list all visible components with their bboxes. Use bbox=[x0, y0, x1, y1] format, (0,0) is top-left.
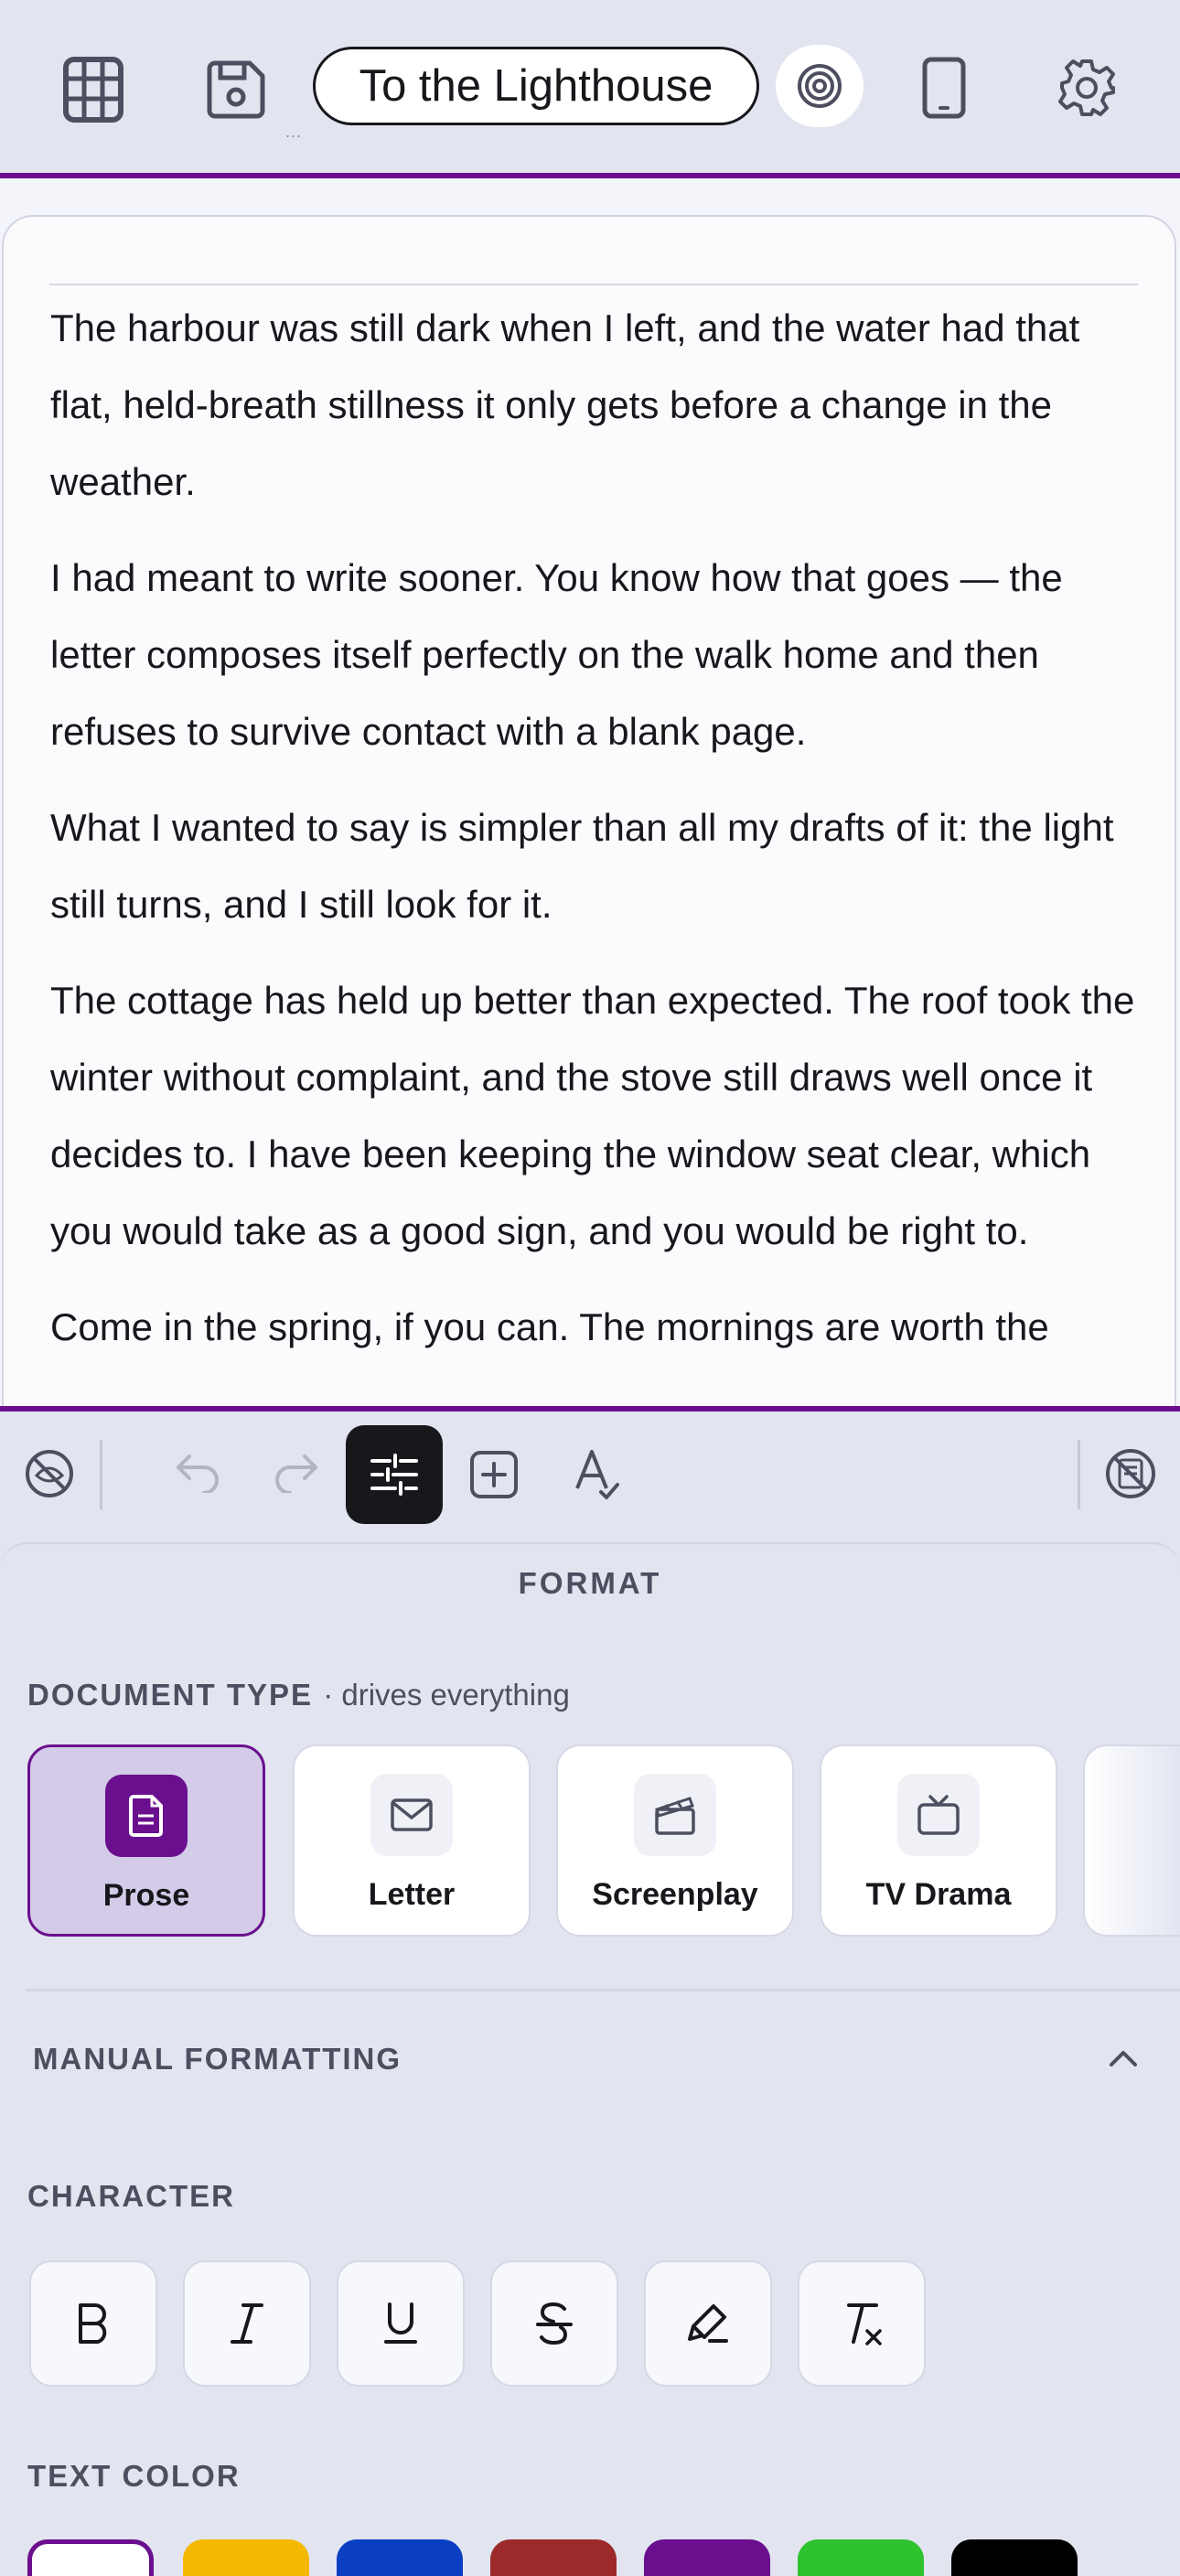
toolbar-divider bbox=[1078, 1440, 1080, 1509]
document-title[interactable]: To the Lighthouse bbox=[313, 47, 759, 125]
character-label: CHARACTER bbox=[27, 2179, 235, 2213]
highlight-button[interactable] bbox=[644, 2260, 772, 2387]
doc-type-letter[interactable] bbox=[293, 1744, 531, 1937]
page-top-rule bbox=[49, 284, 1138, 285]
top-toolbar bbox=[0, 0, 1180, 174]
spellcheck-icon[interactable] bbox=[567, 1444, 626, 1506]
color-swatch-blue[interactable] bbox=[337, 2539, 463, 2576]
phone-icon[interactable] bbox=[907, 51, 981, 124]
format-sliders-icon[interactable] bbox=[346, 1425, 443, 1524]
paragraph: I had meant to write sooner. You know how that goes — the letter composes itself perfectly on the walk home and then refuses to survive contact with a blank page. bbox=[50, 556, 1063, 753]
redo-icon[interactable] bbox=[269, 1445, 324, 1500]
color-swatch-yellow[interactable] bbox=[183, 2539, 309, 2576]
doc-type-label: Letter bbox=[368, 1877, 456, 1912]
notes-off-icon[interactable] bbox=[1101, 1443, 1160, 1505]
color-swatch-purple[interactable] bbox=[644, 2539, 770, 2576]
document-icon bbox=[105, 1775, 188, 1857]
doc-type-tv-drama[interactable] bbox=[820, 1744, 1057, 1937]
undo-icon[interactable] bbox=[170, 1445, 225, 1500]
text-color-label: TEXT COLOR bbox=[27, 2459, 241, 2493]
paragraph: The harbour was still dark when I left, and the water had that flat, held-breath stillness it only gets before a change in the weather. bbox=[50, 306, 1080, 503]
envelope-icon bbox=[370, 1774, 453, 1856]
editor-page[interactable] bbox=[2, 215, 1176, 1459]
highlighter-icon bbox=[686, 2302, 730, 2345]
underline-icon bbox=[382, 2302, 419, 2345]
grid-icon[interactable] bbox=[57, 53, 130, 126]
bold-button[interactable] bbox=[29, 2260, 157, 2387]
color-swatch-white[interactable] bbox=[27, 2539, 154, 2576]
save-status: ... bbox=[285, 123, 303, 141]
document-type-sublabel: · drives everything bbox=[323, 1678, 570, 1712]
color-swatch-green[interactable] bbox=[798, 2539, 924, 2576]
doc-type-label: Prose bbox=[102, 1878, 190, 1913]
focus-off-icon[interactable] bbox=[20, 1443, 79, 1505]
save-icon[interactable] bbox=[199, 53, 273, 126]
bold-icon bbox=[75, 2302, 112, 2345]
clapperboard-icon bbox=[634, 1774, 716, 1856]
paragraph: Come in the spring, if you can. The mornings are worth the bbox=[50, 1305, 1049, 1348]
gear-icon[interactable] bbox=[1050, 51, 1123, 124]
color-swatch-red[interactable] bbox=[490, 2539, 617, 2576]
doc-type-label: Screenplay bbox=[592, 1877, 758, 1912]
doc-type-label: TV Drama bbox=[865, 1877, 1012, 1912]
underline-button[interactable] bbox=[337, 2260, 465, 2387]
doc-type-screenplay[interactable] bbox=[556, 1744, 794, 1937]
panel-title: FORMAT bbox=[518, 1566, 662, 1600]
clear-formatting-button[interactable] bbox=[798, 2260, 926, 2387]
editor-area bbox=[0, 178, 1180, 1411]
italic-icon bbox=[229, 2302, 265, 2345]
color-swatch-black[interactable] bbox=[951, 2539, 1078, 2576]
toolbar-divider bbox=[100, 1440, 102, 1509]
tv-icon bbox=[897, 1774, 980, 1856]
doc-type-more[interactable] bbox=[1083, 1744, 1180, 1937]
editor-text[interactable] bbox=[50, 290, 1148, 1385]
strikethrough-button[interactable] bbox=[490, 2260, 618, 2387]
strikethrough-icon bbox=[535, 2302, 574, 2345]
section-divider bbox=[26, 1989, 1180, 1991]
insert-icon[interactable] bbox=[465, 1445, 523, 1504]
manual-formatting-label[interactable]: MANUAL FORMATTING bbox=[33, 2042, 402, 2076]
paragraph: What I wanted to say is simpler than all my drafts of it: the light still turns, and I still look for it. bbox=[50, 806, 1114, 926]
clear-formatting-icon bbox=[840, 2302, 884, 2345]
paragraph: The cottage has held up better than expected. The roof took the winter without complaint, and the stove still draws well once it decides to. I have been keeping the window seat clear, which you would take as a good sign, and you would be right to. bbox=[50, 979, 1135, 1252]
doc-type-prose[interactable] bbox=[27, 1744, 265, 1937]
target-icon[interactable] bbox=[776, 45, 864, 127]
document-type-label bbox=[27, 1678, 570, 1712]
italic-button[interactable] bbox=[183, 2260, 311, 2387]
document-type-label-text: DOCUMENT TYPE bbox=[27, 1678, 314, 1712]
chevron-up-icon[interactable] bbox=[1101, 2040, 1145, 2077]
